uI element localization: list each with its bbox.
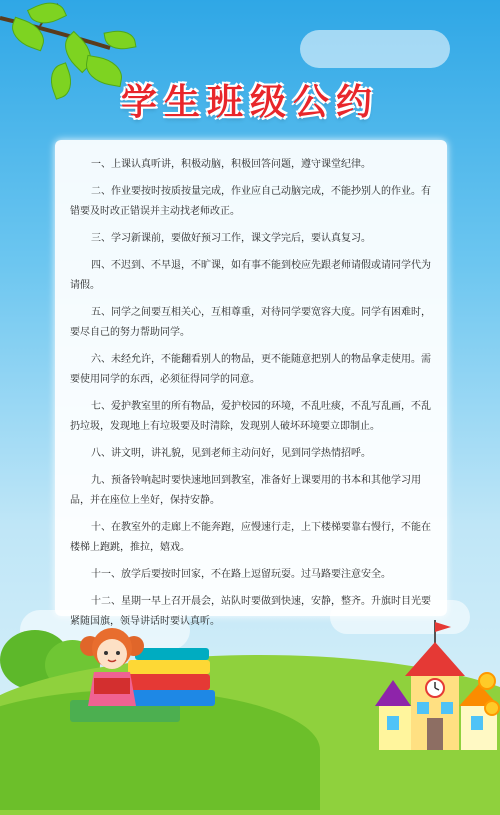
page-title: 学生班级公约 [120, 82, 379, 123]
rule-item: 一、上课认真听讲，积极动脑，积极回答问题，遵守课堂纪律。 [91, 159, 371, 170]
rule-item: 十二、星期一早上召开晨会，站队时要做到快速，安静，整齐。升旗时目光要紧随国旗，领导讲话时要认真听。 [70, 596, 431, 627]
rule-item: 七、爱护教室里的所有物品，爱护校园的环境，不乱吐痰，不乱写乱画，不乱扔垃圾，发现地上有垃圾要及时清除，发现别人破坏环境要立即制止。 [70, 401, 431, 432]
rule-item: 八、讲文明，讲礼貌，见到老师主动问好，见到同学热情招呼。 [91, 448, 371, 459]
cloud [300, 30, 450, 68]
rule-item: 九、预备铃响起时要快速地回到教室，准备好上课要用的书本和其他学习用品，并在座位上坐好，保持安静。 [70, 475, 421, 506]
girl-reading-illustration [78, 622, 148, 710]
rule-item: 四、不迟到、不早退，不旷课，如有事不能到校应先跟老师请假或请同学代为请假。 [70, 260, 431, 291]
rule-item: 十一、放学后要按时回家，不在路上逗留玩耍。过马路要注意安全。 [91, 569, 391, 580]
rule-item: 三、学习新课前，要做好预习工作，课文学完后，要认真复习。 [91, 233, 371, 244]
rule-item: 二、作业要按时按质按量完成，作业应自己动脑完成，不能抄别人的作业。有错要及时改正错误并主动找老师改正。 [70, 186, 431, 217]
rule-item: 五、同学之间要互相关心，互相尊重，对待同学要宽容大度。同学有困难时，要尽自己的努力帮助同学。 [70, 307, 431, 338]
rules-list [70, 155, 434, 639]
rule-item: 六、未经允许，不能翻看别人的物品，更不能随意把别人的物品拿走使用。需要使用同学的东西，必须征得同学的同意。 [70, 354, 431, 385]
flower-icon [484, 700, 500, 716]
rule-item: 十、在教室外的走廊上不能奔跑，应慢速行走，上下楼梯要靠右慢行，不能在楼梯上跑跳，推拉，嬉戏。 [70, 522, 431, 553]
flower-icon [478, 672, 496, 690]
